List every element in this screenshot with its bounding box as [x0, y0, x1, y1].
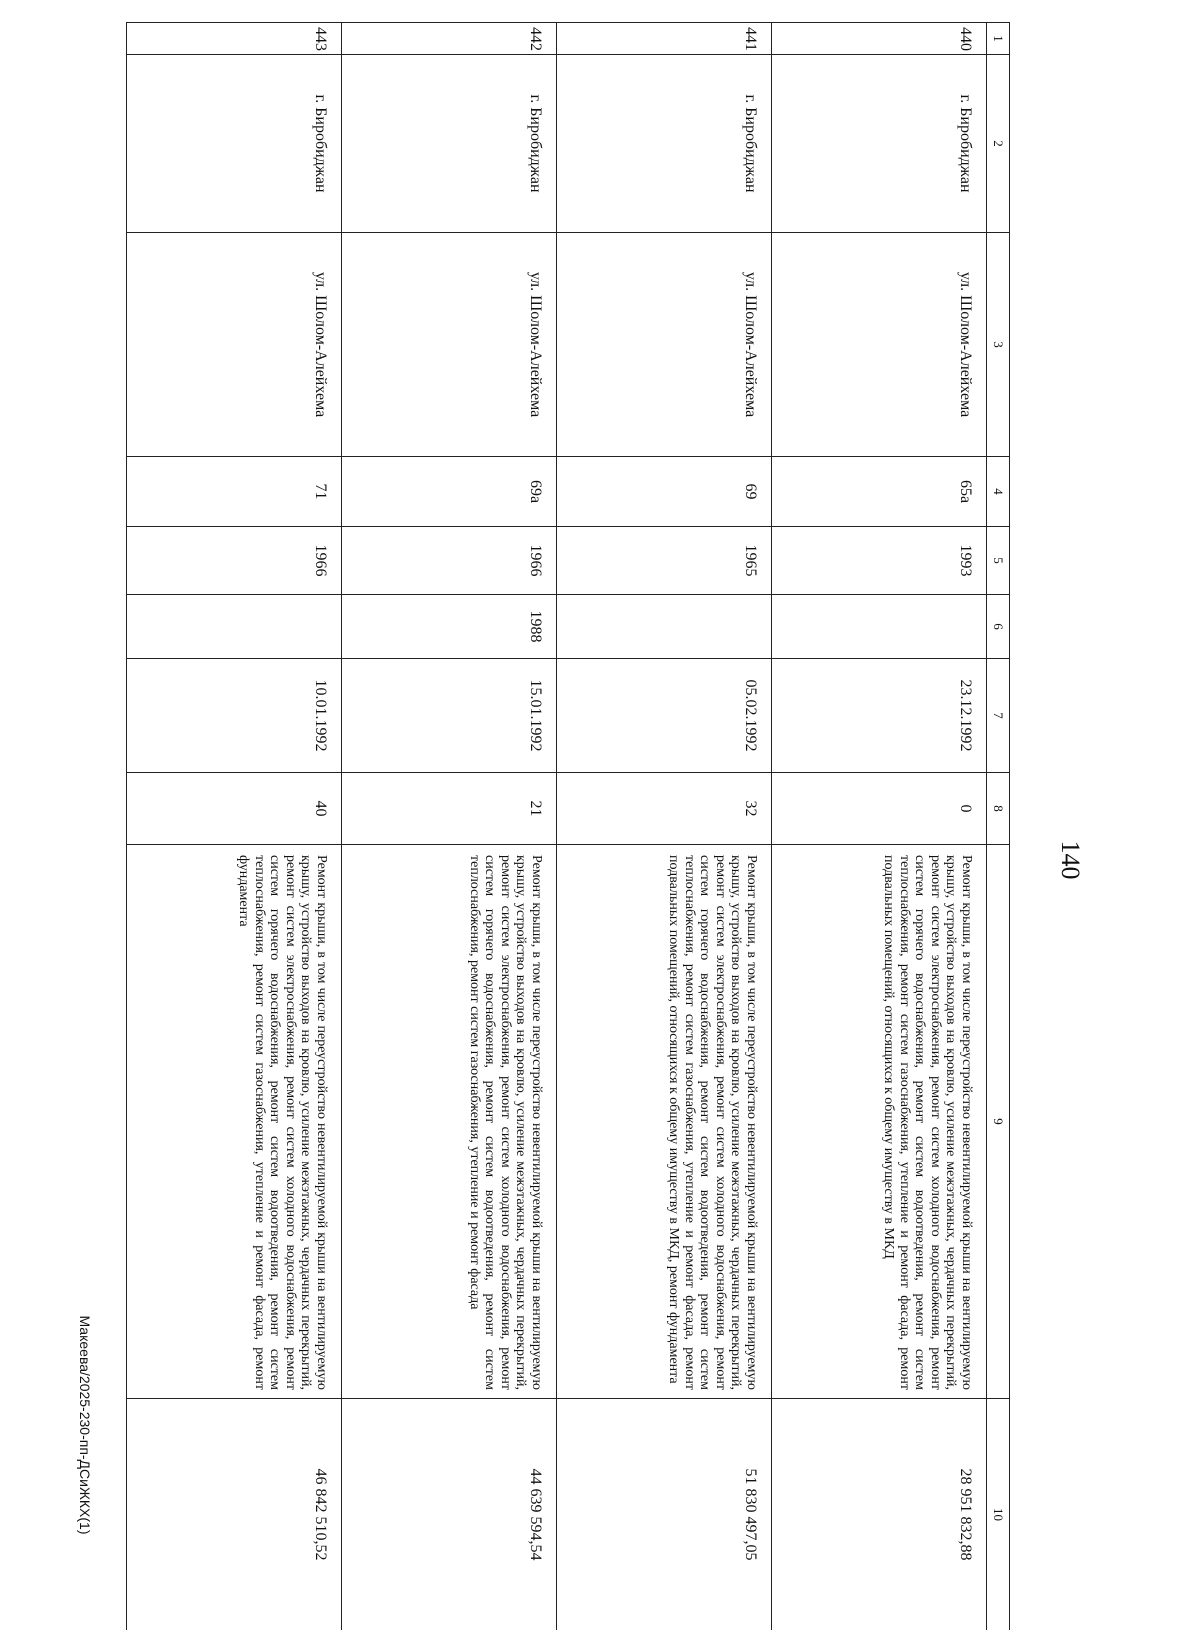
date-cell: 23.12.1992	[771, 659, 986, 773]
house-cell: 69а	[341, 457, 556, 527]
street-cell: ул. Шолом-Алейхема	[771, 233, 986, 457]
document-reference: Макеева/2025-230-пп-ДСиЖКХ(1)	[77, 1315, 93, 1535]
year-overhaul-cell	[556, 595, 771, 659]
city-cell: г. Биробиджан	[556, 55, 771, 233]
column-number: 7	[986, 659, 1009, 773]
date-cell: 05.02.1992	[556, 659, 771, 773]
year-overhaul-cell	[771, 595, 986, 659]
city-cell: г. Биробиджан	[771, 55, 986, 233]
row-number: 440	[771, 23, 986, 55]
column-number: 1	[986, 23, 1009, 55]
year-overhaul-cell	[127, 595, 342, 659]
row-number: 441	[556, 23, 771, 55]
column-number: 2	[986, 55, 1009, 233]
year-built-cell: 1966	[341, 527, 556, 595]
works-cell: Ремонт крыши, в том числе переустройство невентилируемой крыши на вентилируемую крышу, устройство выходов на кровлю, усиление межэтажных, чердачных перекрытий, ремонт систем электроснабжения, ремонт систем холодного водоснабжения, ремонт систем горячего водоснабжения, ремонт систем водоотведения, ремонт систем теплоснабжения, ремонт систем газоснабжения, утепление и ремонт фасада, ремонт подвальных помещений, относящихся к общему имуществу в МКД, ремонт фундамента	[556, 845, 771, 1399]
column-number-row	[986, 23, 1009, 1631]
city-cell: г. Биробиджан	[341, 55, 556, 233]
street-cell: ул. Шолом-Алейхема	[341, 233, 556, 457]
page-number: 140	[1056, 840, 1085, 880]
house-cell: 65а	[771, 457, 986, 527]
column-number: 5	[986, 527, 1009, 595]
count-cell: 32	[556, 773, 771, 845]
column-number: 9	[986, 845, 1009, 1399]
table-row	[771, 23, 986, 1631]
year-built-cell: 1965	[556, 527, 771, 595]
house-cell: 71	[127, 457, 342, 527]
table-row	[341, 23, 556, 1631]
table-row	[127, 23, 342, 1631]
row-number: 442	[341, 23, 556, 55]
date-cell: 10.01.1992	[127, 659, 342, 773]
cost-cell: 28 951 832,88	[771, 1399, 986, 1631]
table-row	[556, 23, 771, 1631]
column-number: 10	[986, 1399, 1009, 1631]
cost-cell: 44 639 594,54	[341, 1399, 556, 1631]
year-built-cell: 1993	[771, 527, 986, 595]
column-number: 4	[986, 457, 1009, 527]
row-number: 443	[127, 23, 342, 55]
column-number: 3	[986, 233, 1009, 457]
works-cell: Ремонт крыши, в том числе переустройство невентилируемой крыши на вентилируемую крышу, устройство выходов на кровлю, усиление межэтажных, чердачных перекрытий, ремонт систем электроснабжения, ремонт систем холодного водоснабжения, ремонт систем горячего водоснабжения, ремонт систем водоотведения, ремонт систем теплоснабжения, ремонт систем газоснабжения, утепление и ремонт фасада, ремонт фундамента	[127, 845, 342, 1399]
count-cell: 40	[127, 773, 342, 845]
year-built-cell: 1966	[127, 527, 342, 595]
house-cell: 69	[556, 457, 771, 527]
count-cell: 21	[341, 773, 556, 845]
city-cell: г. Биробиджан	[127, 55, 342, 233]
cost-cell: 51 830 497,05	[556, 1399, 771, 1631]
works-cell: Ремонт крыши, в том числе переустройство невентилируемой крыши на вентилируемую крышу, устройство выходов на кровлю, усиление межэтажных, чердачных перекрытий, ремонт систем электроснабжения, ремонт систем холодного водоснабжения, ремонт систем горячего водоснабжения, ремонт систем водоотведения, ремонт систем теплоснабжения, ремонт систем газоснабжения, утепление и ремонт фасада, ремонт подвальных помещений, относящихся к общему имуществу в МКД	[771, 845, 986, 1399]
count-cell: 0	[771, 773, 986, 845]
date-cell: 15.01.1992	[341, 659, 556, 773]
cost-cell: 46 842 510,52	[127, 1399, 342, 1631]
column-number: 8	[986, 773, 1009, 845]
works-cell: Ремонт крыши, в том числе переустройство невентилируемой крыши на вентилируемую крышу, устройство выходов на кровлю, усиление межэтажных, чердачных перекрытий, ремонт систем электроснабжения, ремонт систем холодного водоснабжения, ремонт систем горячего водоснабжения, ремонт систем водоотведения, ремонт систем теплоснабжения, ремонт систем газоснабжения, утепление и ремонт фасада	[341, 845, 556, 1399]
year-overhaul-cell: 1988	[341, 595, 556, 659]
repair-program-table	[126, 22, 1010, 1630]
column-number: 6	[986, 595, 1009, 659]
street-cell: ул. Шолом-Алейхема	[127, 233, 342, 457]
street-cell: ул. Шолом-Алейхема	[556, 233, 771, 457]
